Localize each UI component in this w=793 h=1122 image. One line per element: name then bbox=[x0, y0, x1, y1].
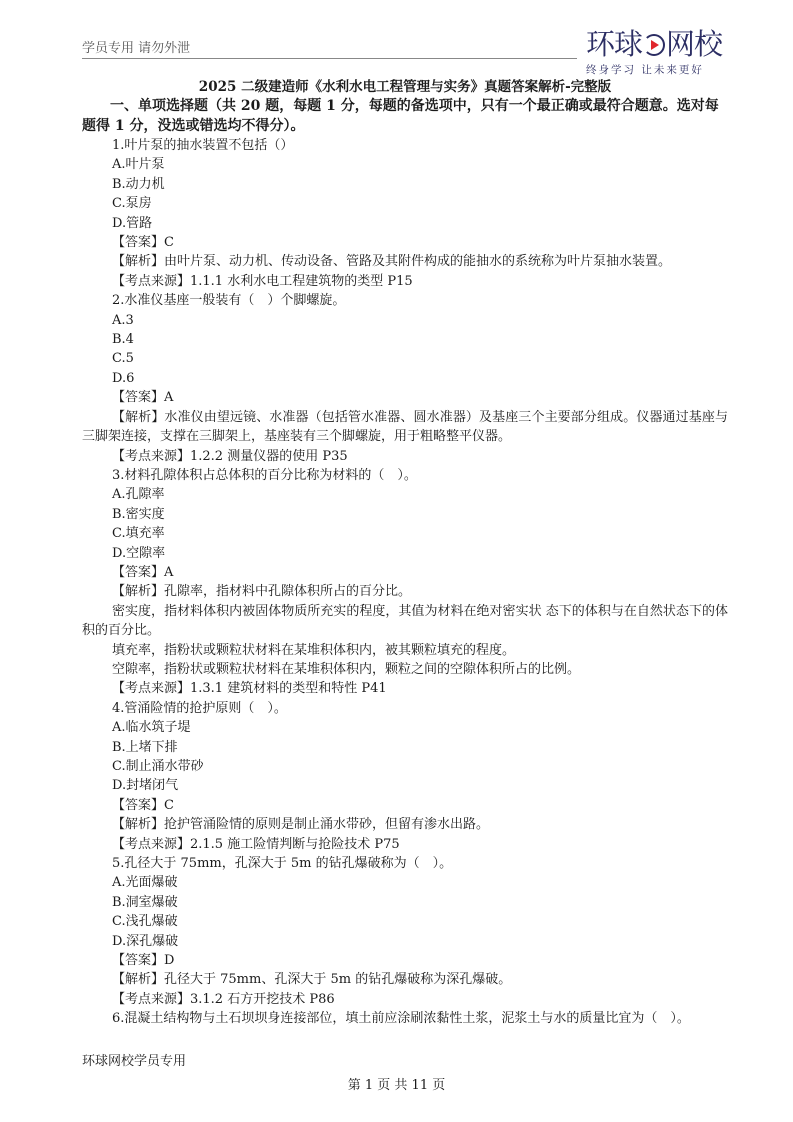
option: B.密实度 bbox=[112, 506, 165, 522]
analysis: 【解析】孔隙率，指材料中孔隙体积所占的百分比。 bbox=[112, 584, 412, 600]
source: 【考点来源】1.2.2 测量仪器的使用 P35 bbox=[112, 448, 348, 464]
question-stem: 6.混凝土结构物与土石坝坝身连接部位，填土前应涂刷浓黏性土浆，泥浆土与水的质量比宜为（ ）。 bbox=[112, 1011, 690, 1027]
option: B.4 bbox=[112, 332, 134, 348]
analysis: 【解析】由叶片泵、动力机、传动设备、管路及其附件构成的能抽水的系统称为叶片泵抽水装置。 bbox=[112, 254, 672, 270]
answer: 【答案】C bbox=[112, 797, 174, 813]
source: 【考点来源】2.1.5 施工险情判断与抢险技术 P75 bbox=[112, 836, 400, 852]
option: A.光面爆破 bbox=[112, 875, 178, 891]
brand-logo bbox=[586, 28, 736, 77]
question-4 bbox=[82, 699, 728, 854]
option: B.动力机 bbox=[112, 176, 165, 192]
option: A.孔隙率 bbox=[112, 487, 165, 503]
option: D.深孔爆破 bbox=[112, 933, 179, 949]
footer-notice: 环球网校学员专用 bbox=[82, 1054, 187, 1069]
option: D.空隙率 bbox=[112, 545, 166, 561]
source: 【考点来源】3.1.2 石方开挖技术 P86 bbox=[112, 991, 335, 1007]
section-heading: 一、单项选择题（共 20 题，每题 1 分，每题的备选项中，只有一个最正确或最符合题意。选对每题得 1 分，没选或错选均不得分）。 bbox=[82, 98, 719, 134]
option: D.6 bbox=[112, 370, 135, 386]
logo-text-part1: 环球 bbox=[586, 27, 643, 61]
logo-wordmark bbox=[586, 28, 736, 60]
header-divider bbox=[82, 58, 577, 59]
option: A.临水筑子堤 bbox=[112, 720, 191, 736]
option: C.填充率 bbox=[112, 526, 165, 542]
question-3 bbox=[82, 466, 728, 699]
answer: 【答案】A bbox=[112, 390, 174, 406]
option: C.泵房 bbox=[112, 196, 152, 212]
document-title: 2025 二级建造师《水利水电工程管理与实务》真题答案解析-完整版 bbox=[198, 79, 612, 95]
option: D.封堵闭气 bbox=[112, 778, 179, 794]
question-1 bbox=[82, 136, 728, 291]
question-stem: 4.管涌险情的抢护原则（ ）。 bbox=[112, 700, 287, 716]
analysis: 【解析】水准仪由望远镜、水准器（包括管水准器、圆水准器）及基座三个主要部分组成。仪器通过基座与三脚架连接，支撑在三脚架上，基座装有三个脚螺旋，用于粗略整平仪器。 bbox=[82, 409, 728, 445]
answer: 【答案】D bbox=[112, 953, 175, 969]
play-icon bbox=[643, 34, 665, 56]
analysis: 填充率，指粉状或颗粒状材料在某堆积体积内，被其颗粒填充的程度。 bbox=[112, 642, 516, 658]
source: 【考点来源】1.3.1 建筑材料的类型和特性 P41 bbox=[112, 681, 387, 697]
question-6 bbox=[82, 1009, 728, 1028]
logo-text-part2: 网校 bbox=[666, 27, 723, 61]
option: A.叶片泵 bbox=[112, 157, 165, 173]
option: B.洞室爆破 bbox=[112, 894, 178, 910]
logo-slogan: 终身学习 让未来更好 bbox=[586, 64, 704, 76]
header-notice: 学员专用 请勿外泄 bbox=[82, 41, 191, 56]
option: D.管路 bbox=[112, 215, 153, 231]
question-2 bbox=[82, 291, 728, 466]
analysis: 【解析】抢护管涌险情的原则是制止涌水带砂，但留有渗水出路。 bbox=[112, 817, 490, 833]
option: B.上堵下排 bbox=[112, 739, 178, 755]
analysis: 【解析】孔径大于 75mm、孔深大于 5m 的钻孔爆破称为深孔爆破。 bbox=[112, 972, 512, 988]
analysis: 密实度，指材料体积内被固体物质所充实的程度，其值为材料在绝对密实状 态下的体积与在自然状态下的体积的百分比。 bbox=[82, 603, 728, 639]
source: 【考点来源】1.1.1 水利水电工程建筑物的类型 P15 bbox=[112, 273, 413, 289]
option: C.5 bbox=[112, 351, 134, 367]
option: C.制止涌水带砂 bbox=[112, 759, 204, 774]
page-indicator: 第 1 页 共 11 页 bbox=[347, 1078, 446, 1093]
option: C.浅孔爆破 bbox=[112, 914, 178, 930]
answer: 【答案】A bbox=[112, 564, 174, 580]
question-5 bbox=[82, 854, 728, 1009]
question-stem: 5.孔径大于 75mm，孔深大于 5m 的钻孔爆破称为（ ）。 bbox=[112, 856, 453, 872]
question-stem: 3.材料孔隙体积占总体积的百分比称为材料的（ ）。 bbox=[112, 467, 417, 483]
question-stem: 2.水准仪基座一般装有（ ）个脚螺旋。 bbox=[112, 293, 346, 309]
document-body bbox=[82, 78, 728, 1029]
answer: 【答案】C bbox=[112, 235, 174, 251]
option: A.3 bbox=[112, 312, 134, 328]
analysis: 空隙率，指粉状或颗粒状材料在某堆积体积内，颗粒之间的空隙体积所占的比例。 bbox=[112, 661, 581, 677]
question-stem: 1.叶片泵的抽水装置不包括（） bbox=[112, 138, 294, 153]
